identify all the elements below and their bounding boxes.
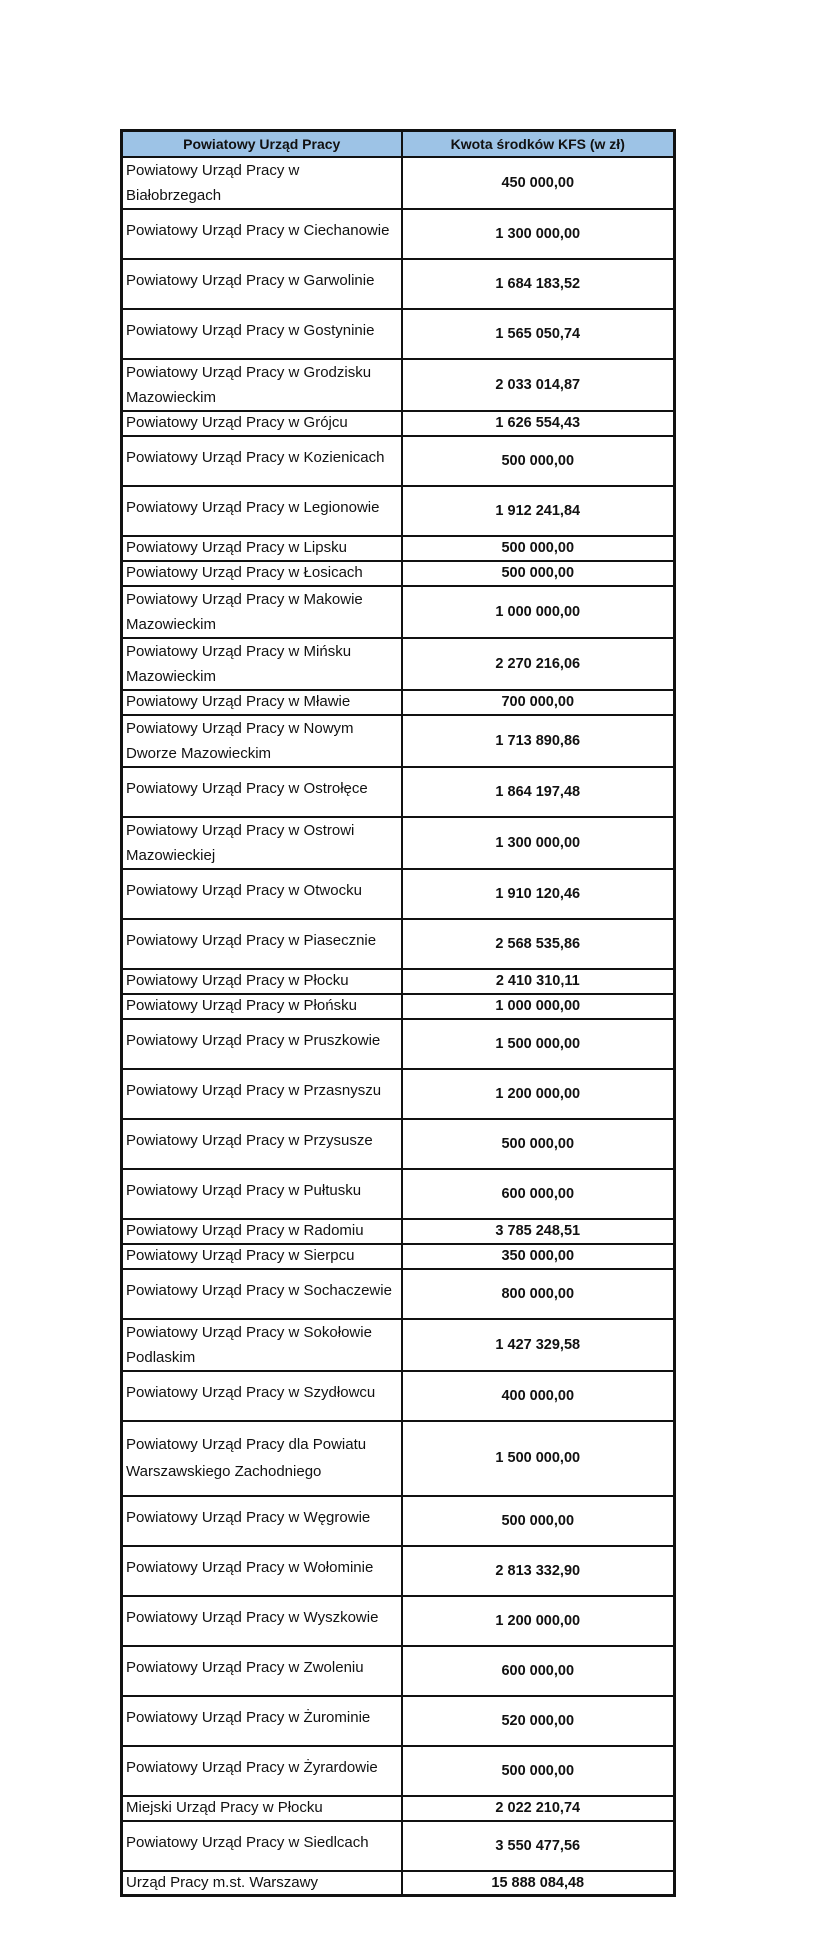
amount-cell: 1 684 183,52 xyxy=(402,259,675,309)
office-name-cell: Powiatowy Urząd Pracy w Białobrzegach xyxy=(122,157,402,209)
table-row xyxy=(122,1269,675,1319)
table-row xyxy=(122,994,675,1019)
table-row xyxy=(122,1746,675,1796)
amount-cell: 500 000,00 xyxy=(402,1496,675,1546)
table-row xyxy=(122,1546,675,1596)
office-name-cell: Powiatowy Urząd Pracy dla Powiatu Warszawskiego Zachodniego xyxy=(122,1421,402,1496)
office-name-cell: Powiatowy Urząd Pracy w Przasnyszu xyxy=(122,1069,402,1119)
table-row xyxy=(122,259,675,309)
office-name-cell: Powiatowy Urząd Pracy w Garwolinie xyxy=(122,259,402,309)
office-name-cell: Powiatowy Urząd Pracy w Siedlcach xyxy=(122,1821,402,1871)
office-name-cell: Miejski Urząd Pracy w Płocku xyxy=(122,1796,402,1821)
amount-cell: 1 300 000,00 xyxy=(402,209,675,259)
amount-cell: 1 626 554,43 xyxy=(402,411,675,436)
office-name-cell: Powiatowy Urząd Pracy w Mińsku Mazowieckim xyxy=(122,638,402,690)
table-row xyxy=(122,1019,675,1069)
amount-cell: 2 270 216,06 xyxy=(402,638,675,690)
amount-cell: 3 785 248,51 xyxy=(402,1219,675,1244)
office-name-cell: Powiatowy Urząd Pracy w Kozienicach xyxy=(122,436,402,486)
table-row xyxy=(122,1319,675,1371)
office-name-cell: Powiatowy Urząd Pracy w Wyszkowie xyxy=(122,1596,402,1646)
table-row xyxy=(122,561,675,586)
table-row xyxy=(122,767,675,817)
office-name-cell: Powiatowy Urząd Pracy w Sokołowie Podlaskim xyxy=(122,1319,402,1371)
table-row xyxy=(122,1169,675,1219)
table-row xyxy=(122,1069,675,1119)
office-name-cell: Powiatowy Urząd Pracy w Łosicach xyxy=(122,561,402,586)
table-row xyxy=(122,1244,675,1269)
office-name-cell: Powiatowy Urząd Pracy w Żurominie xyxy=(122,1696,402,1746)
office-name-cell: Powiatowy Urząd Pracy w Lipsku xyxy=(122,536,402,561)
table-row xyxy=(122,1119,675,1169)
amount-cell: 2 033 014,87 xyxy=(402,359,675,411)
table-row xyxy=(122,411,675,436)
table-row xyxy=(122,969,675,994)
table-row xyxy=(122,869,675,919)
amount-cell: 1 500 000,00 xyxy=(402,1019,675,1069)
table-row xyxy=(122,209,675,259)
office-name-cell: Powiatowy Urząd Pracy w Ostrowi Mazowieckiej xyxy=(122,817,402,869)
table-row xyxy=(122,1871,675,1896)
office-name-cell: Powiatowy Urząd Pracy w Przysusze xyxy=(122,1119,402,1169)
table-row xyxy=(122,919,675,969)
amount-cell: 700 000,00 xyxy=(402,690,675,715)
table-body xyxy=(122,157,675,1896)
office-name-cell: Powiatowy Urząd Pracy w Żyrardowie xyxy=(122,1746,402,1796)
table-row xyxy=(122,586,675,638)
office-name-cell: Powiatowy Urząd Pracy w Ostrołęce xyxy=(122,767,402,817)
table-row xyxy=(122,436,675,486)
amount-cell: 15 888 084,48 xyxy=(402,1871,675,1896)
amount-cell: 500 000,00 xyxy=(402,1119,675,1169)
office-name-cell: Powiatowy Urząd Pracy w Radomiu xyxy=(122,1219,402,1244)
office-name-cell: Powiatowy Urząd Pracy w Nowym Dworze Mazowieckim xyxy=(122,715,402,767)
table-row xyxy=(122,638,675,690)
office-name-cell: Powiatowy Urząd Pracy w Piasecznie xyxy=(122,919,402,969)
office-name-cell: Powiatowy Urząd Pracy w Mławie xyxy=(122,690,402,715)
table-row xyxy=(122,1219,675,1244)
table-row xyxy=(122,486,675,536)
amount-cell: 500 000,00 xyxy=(402,436,675,486)
amount-cell: 1 912 241,84 xyxy=(402,486,675,536)
amount-cell: 600 000,00 xyxy=(402,1646,675,1696)
amount-cell: 1 565 050,74 xyxy=(402,309,675,359)
column-header-office: Powiatowy Urząd Pracy xyxy=(122,131,402,157)
office-name-cell: Powiatowy Urząd Pracy w Pruszkowie xyxy=(122,1019,402,1069)
office-name-cell: Powiatowy Urząd Pracy w Makowie Mazowieckim xyxy=(122,586,402,638)
office-name-cell: Powiatowy Urząd Pracy w Płocku xyxy=(122,969,402,994)
table-row xyxy=(122,157,675,209)
office-name-cell: Powiatowy Urząd Pracy w Wołominie xyxy=(122,1546,402,1596)
column-header-amount: Kwota środków KFS (w zł) xyxy=(402,131,675,157)
amount-cell: 800 000,00 xyxy=(402,1269,675,1319)
amount-cell: 2 410 310,11 xyxy=(402,969,675,994)
amount-cell: 1 427 329,58 xyxy=(402,1319,675,1371)
office-name-cell: Powiatowy Urząd Pracy w Zwoleniu xyxy=(122,1646,402,1696)
table-row xyxy=(122,1421,675,1496)
amount-cell: 2 813 332,90 xyxy=(402,1546,675,1596)
office-name-cell: Powiatowy Urząd Pracy w Płońsku xyxy=(122,994,402,1019)
table-row xyxy=(122,1646,675,1696)
amount-cell: 2 022 210,74 xyxy=(402,1796,675,1821)
amount-cell: 500 000,00 xyxy=(402,561,675,586)
office-name-cell: Powiatowy Urząd Pracy w Grodzisku Mazowieckim xyxy=(122,359,402,411)
office-name-cell: Powiatowy Urząd Pracy w Sochaczewie xyxy=(122,1269,402,1319)
amount-cell: 1 300 000,00 xyxy=(402,817,675,869)
amount-cell: 400 000,00 xyxy=(402,1371,675,1421)
amount-cell: 500 000,00 xyxy=(402,1746,675,1796)
office-name-cell: Powiatowy Urząd Pracy w Otwocku xyxy=(122,869,402,919)
amount-cell: 350 000,00 xyxy=(402,1244,675,1269)
amount-cell: 1 864 197,48 xyxy=(402,767,675,817)
amount-cell: 1 713 890,86 xyxy=(402,715,675,767)
amount-cell: 3 550 477,56 xyxy=(402,1821,675,1871)
amount-cell: 1 000 000,00 xyxy=(402,994,675,1019)
table-row xyxy=(122,817,675,869)
header-row xyxy=(122,131,675,157)
amount-cell: 1 200 000,00 xyxy=(402,1596,675,1646)
table-row xyxy=(122,1596,675,1646)
office-name-cell: Powiatowy Urząd Pracy w Ciechanowie xyxy=(122,209,402,259)
table-row xyxy=(122,309,675,359)
table-row xyxy=(122,1371,675,1421)
amount-cell: 1 500 000,00 xyxy=(402,1421,675,1496)
office-name-cell: Powiatowy Urząd Pracy w Grójcu xyxy=(122,411,402,436)
table-row xyxy=(122,536,675,561)
amount-cell: 600 000,00 xyxy=(402,1169,675,1219)
table-row xyxy=(122,715,675,767)
table-row xyxy=(122,690,675,715)
amount-cell: 520 000,00 xyxy=(402,1696,675,1746)
table-row xyxy=(122,1821,675,1871)
amount-cell: 2 568 535,86 xyxy=(402,919,675,969)
office-name-cell: Powiatowy Urząd Pracy w Legionowie xyxy=(122,486,402,536)
office-name-cell: Urząd Pracy m.st. Warszawy xyxy=(122,1871,402,1896)
amount-cell: 450 000,00 xyxy=(402,157,675,209)
table-row xyxy=(122,1696,675,1746)
table-row xyxy=(122,1496,675,1546)
office-name-cell: Powiatowy Urząd Pracy w Sierpcu xyxy=(122,1244,402,1269)
table-row xyxy=(122,359,675,411)
amount-cell: 1 000 000,00 xyxy=(402,586,675,638)
office-name-cell: Powiatowy Urząd Pracy w Szydłowcu xyxy=(122,1371,402,1421)
amount-cell: 1 200 000,00 xyxy=(402,1069,675,1119)
office-name-cell: Powiatowy Urząd Pracy w Pułtusku xyxy=(122,1169,402,1219)
table-row xyxy=(122,1796,675,1821)
amount-cell: 500 000,00 xyxy=(402,536,675,561)
office-name-cell: Powiatowy Urząd Pracy w Gostyninie xyxy=(122,309,402,359)
kfs-allocation-table xyxy=(120,129,676,1897)
office-name-cell: Powiatowy Urząd Pracy w Węgrowie xyxy=(122,1496,402,1546)
amount-cell: 1 910 120,46 xyxy=(402,869,675,919)
